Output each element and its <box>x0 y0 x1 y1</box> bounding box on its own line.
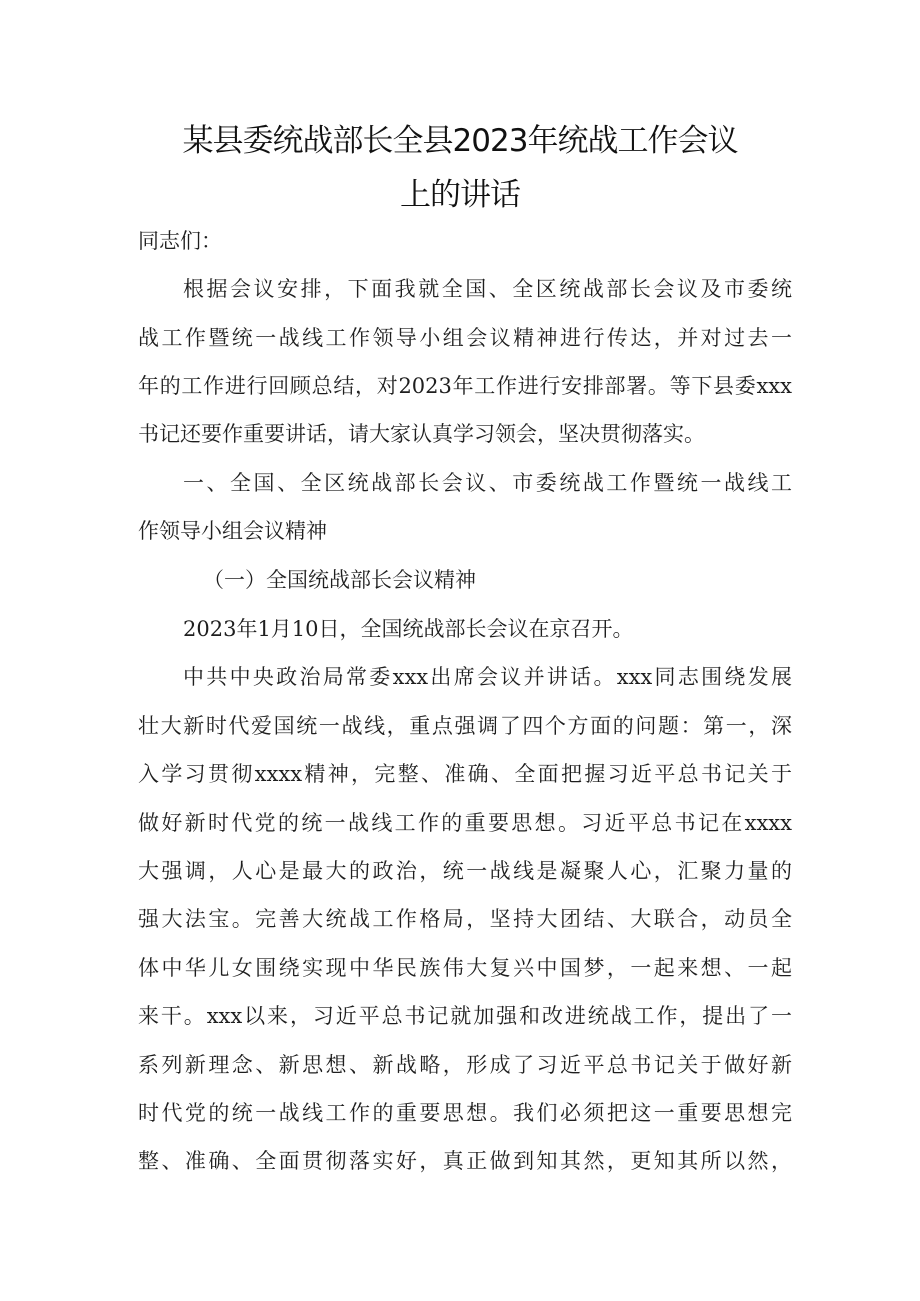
paragraph-line: 根据会议安排，下面我就全国、全区统战部长会议及市委统 <box>183 277 792 301</box>
paragraph-line: 大强调，人心是最大的政治，统一战线是凝聚人心，汇聚力量的 <box>138 859 792 883</box>
section-heading-line: 一、全国、全区统战部长会议、市委统战工作暨统一战线工 <box>183 471 792 495</box>
paragraph-line: 整、准确、全面贯彻落实好，真正做到知其然，更知其所以然， <box>138 1149 792 1173</box>
paragraph-line: 系列新理念、新思想、新战略，形成了习近平总书记关于做好新 <box>138 1053 792 1077</box>
paragraph-line: 战工作暨统一战线工作领导小组会议精神进行传达，并对过去一 <box>138 326 792 350</box>
paragraph-line: 入学习贯彻xxxx精神，完整、准确、全面把握习近平总书记关于 <box>138 762 792 786</box>
paragraph-line: 体中华儿女围绕实现中华民族伟大复兴中国梦，一起来想、一起 <box>138 956 792 980</box>
paragraph-line: 书记还要作重要讲话，请大家认真学习领会，坚决贯彻落实。 <box>138 422 705 446</box>
paragraph-line: 壮大新时代爱国统一战线，重点强调了四个方面的问题：第一，深 <box>138 714 792 738</box>
document-title-line-2: 上的讲话 <box>400 177 520 213</box>
section-heading-line: 作领导小组会议精神 <box>138 519 327 543</box>
paragraph-line: 中共中央政治局常委xxx出席会议并讲话。xxx同志围绕发展 <box>183 665 792 689</box>
paragraph-line: 来干。xxx以来，习近平总书记就加强和改进统战工作，提出了一 <box>138 1004 792 1028</box>
salutation: 同志们： <box>138 229 222 253</box>
paragraph-line: 做好新时代党的统一战线工作的重要思想。习近平总书记在xxxx <box>138 811 792 835</box>
document-title-line-1: 某县委统战部长全县2023年统战工作会议 <box>182 123 738 159</box>
paragraph-line: 年的工作进行回顾总结，对2023年工作进行安排部署。等下县委xxx <box>138 374 792 398</box>
paragraph-line: 时代党的统一战线工作的重要思想。我们必须把这一重要思想完 <box>138 1101 792 1125</box>
paragraph-line: 2023年1月10日，全国统战部长会议在京召开。 <box>183 617 634 641</box>
paragraph-line: 强大法宝。完善大统战工作格局，坚持大团结、大联合，动员全 <box>138 907 792 931</box>
subsection-heading: （一）全国统战部长会议精神 <box>203 568 476 592</box>
